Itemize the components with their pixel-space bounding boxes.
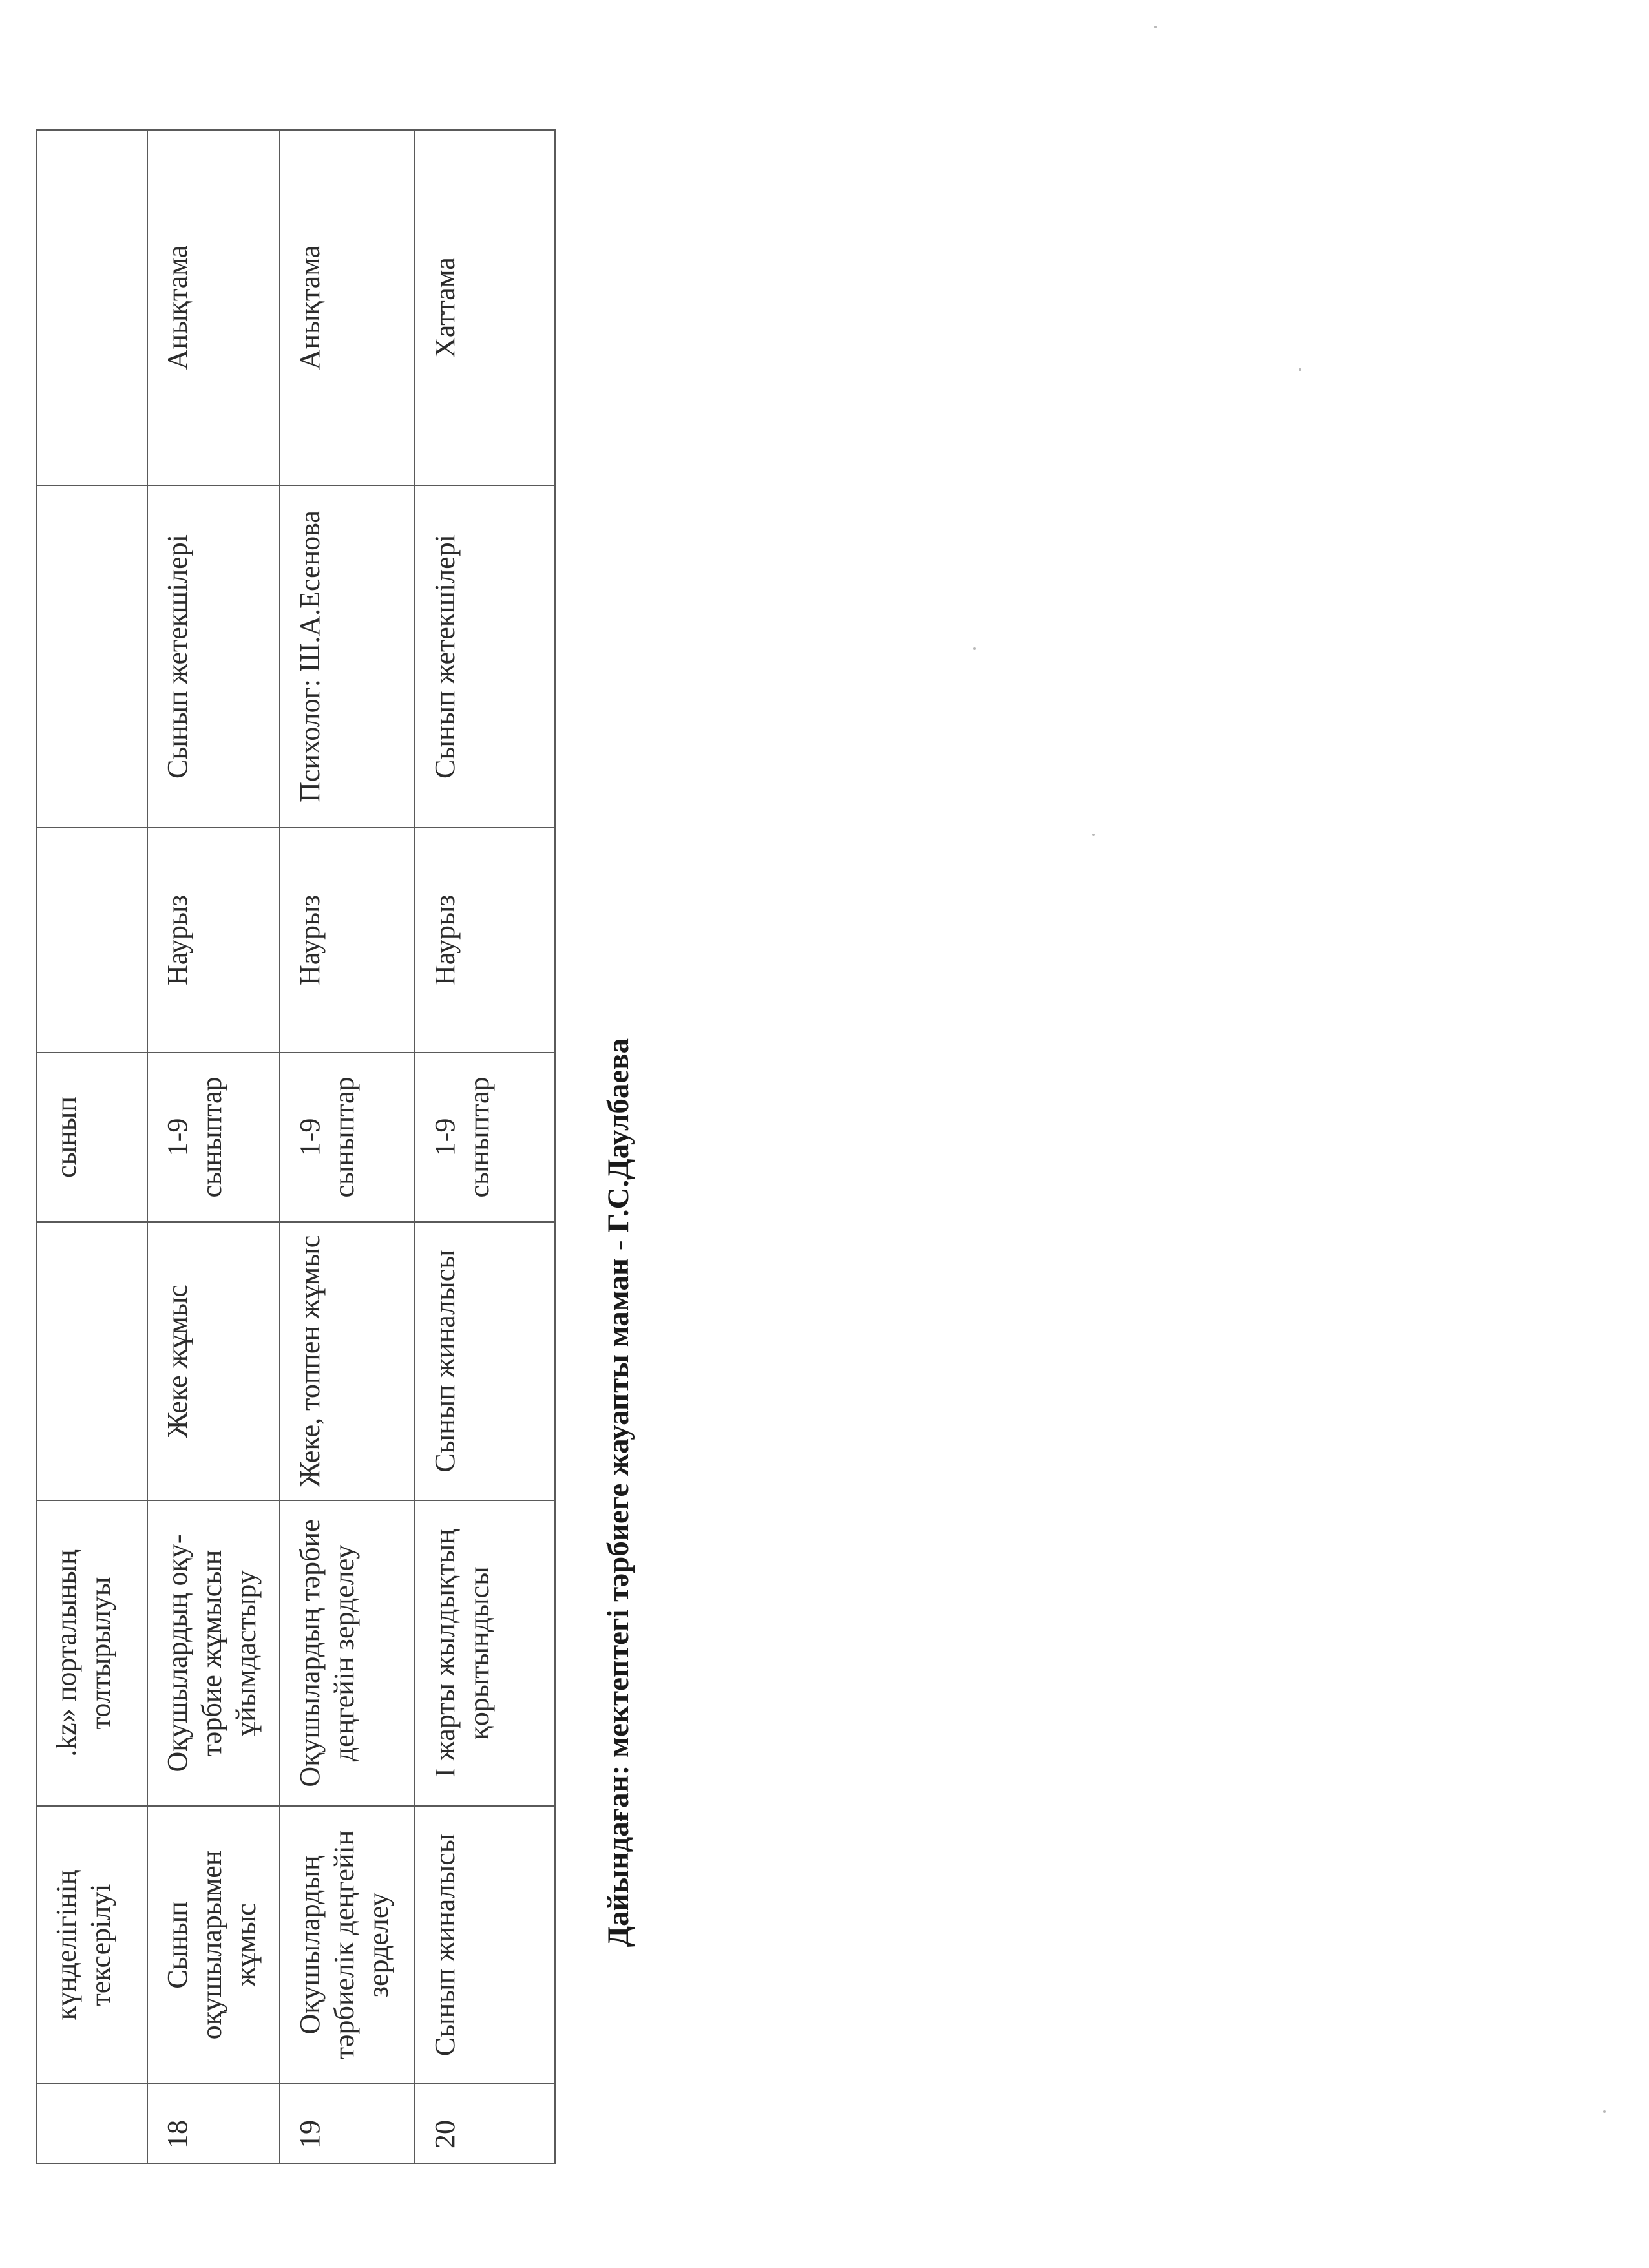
event-target: 1-9 сыныптар (147, 1053, 280, 1222)
scan-speck (973, 647, 976, 650)
event-topic: күнделігінің тексерілуі (36, 1806, 147, 2084)
row-number: 18 (147, 2084, 280, 2163)
table-row (147, 130, 280, 2163)
event-time: Наурыз (147, 828, 280, 1053)
event-form: Жеке жұмыс (147, 1222, 280, 1500)
scan-speck (1092, 834, 1095, 836)
scan-speck (1603, 2110, 1606, 2113)
event-responsible: Психолог: Ш.А.Есенова (280, 485, 415, 828)
event-time: Наурыз (415, 828, 555, 1053)
table-row (415, 130, 555, 2163)
row-number: 19 (280, 2084, 415, 2163)
row-number (36, 2084, 147, 2163)
event-topic: Сынып оқушыларымен жұмыс (147, 1806, 280, 2084)
event-goal: Оқушылардың тәрбие деңгейін зерделеу (280, 1500, 415, 1806)
event-responsible: Сынып жетекшілері (147, 485, 280, 828)
event-time: Наурыз (280, 828, 415, 1053)
event-target: 1-9 сыныптар (280, 1053, 415, 1222)
work-plan-table (36, 129, 556, 2164)
event-result: Анықтама (147, 130, 280, 485)
event-responsible (36, 485, 147, 828)
event-target: сынып (36, 1053, 147, 1222)
event-time (36, 828, 147, 1053)
event-responsible: Сынып жетекшілері (415, 485, 555, 828)
scan-speck (1299, 368, 1301, 371)
event-topic: Оқушылардың тәрбиелік деңгейін зерделеу (280, 1806, 415, 2084)
row-number: 20 (415, 2084, 555, 2163)
event-result: Хаттама (415, 130, 555, 485)
table-row (36, 130, 147, 2163)
event-form (36, 1222, 147, 1500)
event-result: Анықтама (280, 130, 415, 485)
event-goal: .kz» порталының толтырылуы (36, 1500, 147, 1806)
event-form: Сынып жиналысы (415, 1222, 555, 1500)
event-form: Жеке, топпен жұмыс (280, 1222, 415, 1500)
prepared-by-signature: Дайындаған: мектептегі тәрбиеге жауапты маман - Г.С.Даулбаева (602, 1038, 635, 1948)
event-target: 1-9 сыныптар (415, 1053, 555, 1222)
event-topic: Сынып жиналысы (415, 1806, 555, 2084)
table-row (280, 130, 415, 2163)
event-goal: Оқушылардың оқу-тәрбие жұмысын ұйымдастыру (147, 1500, 280, 1806)
scan-speck (1154, 26, 1157, 28)
event-result (36, 130, 147, 485)
event-goal: І жарты жылдықтың қорытындысы (415, 1500, 555, 1806)
rotated-page-content (0, 245, 775, 2268)
